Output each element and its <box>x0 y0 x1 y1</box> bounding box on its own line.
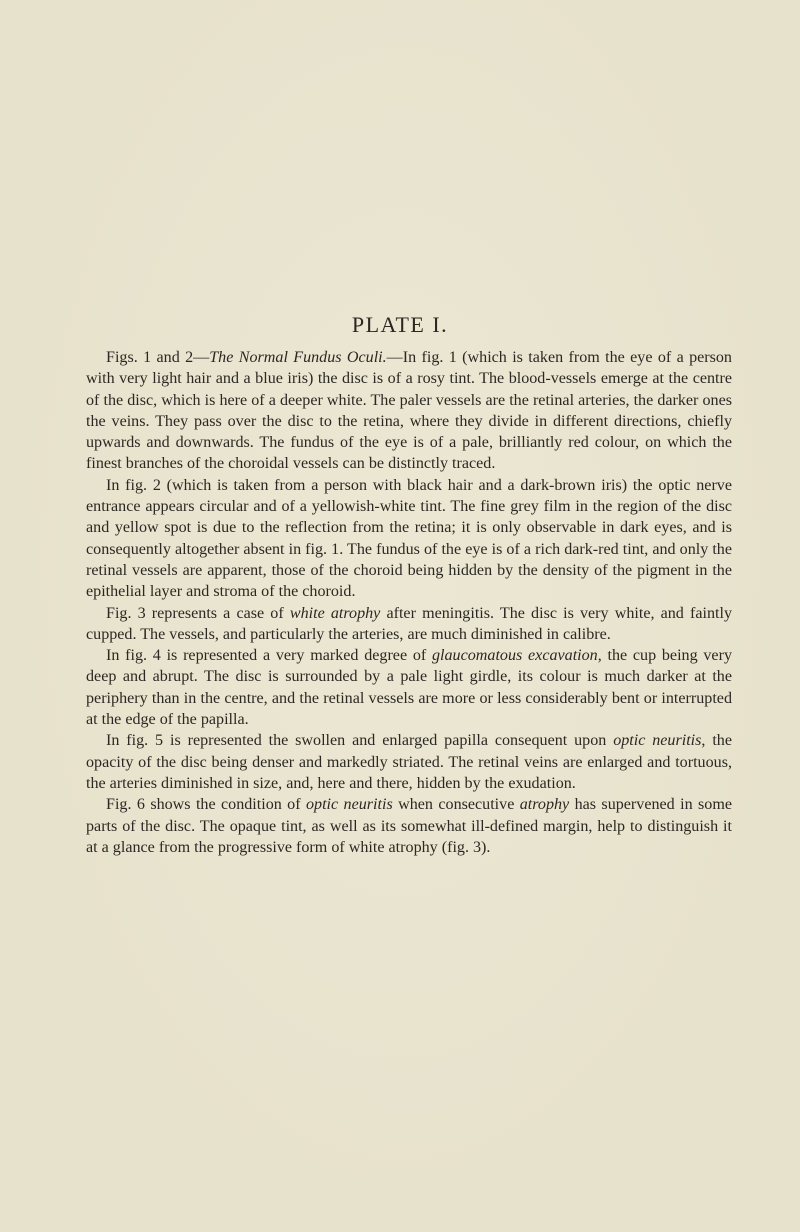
paragraph-body: In fig. 2 (which is taken from a person with black hair and a dark-brown iris) the optic nerve entrance appears circular and of a yellowish-white tint. The fine grey film in the region of the disc and yellow spot is due to the reflection from the retina; it is only observable in dark eyes, and is consequently altogether absent in fig. 1. The fundus of the eye is of a rich dark-red tint, and only the retinal vessels are apparent, those of the choroid being hidden by the density of the pigment in the epithelial layer and stroma of the choroid. <box>86 476 732 601</box>
paragraph-fig-5 <box>86 730 732 794</box>
paragraph-fig-6 <box>86 794 732 858</box>
paragraph-italic: optic neuritis <box>613 732 702 750</box>
paragraph-italic: optic neuritis <box>305 796 393 814</box>
plate-title: PLATE I. <box>351 312 449 337</box>
paragraph-fig-3 <box>86 603 732 646</box>
paragraph-post: after meningitis. The disc is very white, and faintly cupped. The vessels, and particularly the arteries, are much diminished in calibre. <box>86 604 733 643</box>
paragraph-pre: Fig. 6 shows the condition of <box>106 796 306 814</box>
paragraph-italic-2: atrophy <box>519 796 570 814</box>
paragraph-lead: Figs. 1 and 2— <box>106 349 210 366</box>
paragraph-figs-1-2 <box>86 347 732 475</box>
paragraph-body: —In fig. 1 (which is taken from the eye of a person with very light hair and a blue iris) the disc is of a rosy tint. The blood-vessels emerge at the centre of the disc, which is here of a deeper white. The paler vessels are the retinal arteries, the darker ones the veins. They pass over the disc to the retina, where they divide in different directions, chiefly upwards and downwards. The fundus of the eye is of a pale, brilliantly red colour, on which the finest branches of the choroidal vessels can be distinctly traced. <box>86 349 732 473</box>
paragraph-lead-italic: The Normal Fundus Oculi. <box>209 349 387 366</box>
plate-description <box>86 347 732 858</box>
paragraph-post: has supervened in some parts of the disc. The opaque tint, as well as its somewhat ill-defined margin, help to distinguish it at a glance from the progressive form of white atrophy (fig. 3). <box>86 796 732 856</box>
paragraph-italic: white atrophy <box>289 604 381 622</box>
paragraph-pre: In fig. 5 is represented the swollen and enlarged papilla consequent upon <box>106 732 614 750</box>
paragraph-fig-2 <box>86 475 732 603</box>
paragraph-post: , the opacity of the disc being denser and markedly striated. The retinal veins are enlarged and tortuous, the arteries diminished in size, and, here and there, hidden by the exudation. <box>86 732 732 792</box>
paragraph-italic: glaucomatous excavation <box>431 647 598 665</box>
paragraph-fig-4 <box>86 645 732 730</box>
paragraph-pre: In fig. 4 is represented a very marked degree of <box>106 647 432 665</box>
paragraph-post: , the cup being very deep and abrupt. The disc is surrounded by a pale light girdle, its colour is much darker at the periphery than in the centre, and the retinal vessels are more or less considerably bent or interrupted at the edge of the papilla. <box>86 647 732 729</box>
paragraph-pre: Fig. 3 represents a case of <box>106 604 290 622</box>
paragraph-mid: when consecutive <box>392 796 520 814</box>
